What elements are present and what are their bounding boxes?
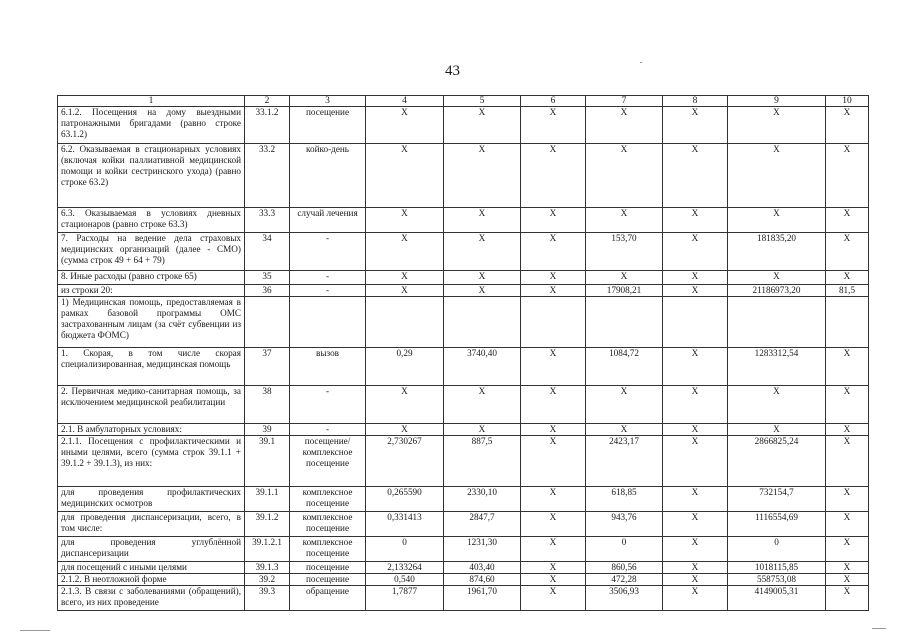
table-cell: 39.1.2 <box>245 512 290 537</box>
table-row <box>58 348 869 386</box>
table-cell: 81,5 <box>826 285 869 297</box>
row-label-cell: для проведения углублённой диспансеризации <box>58 537 245 562</box>
table-cell: X <box>521 144 586 208</box>
table-cell: X <box>366 208 444 233</box>
row-label-cell: для проведения диспансеризации, всего, в том числе: <box>58 512 245 537</box>
page-number: 43 <box>445 63 460 79</box>
row-label-cell: 2.1.3. В связи с заболеваниями (обращений), всего, из них проведение <box>58 586 245 611</box>
table-cell: X <box>521 512 586 537</box>
row-label-cell: для проведения профилактических медицинских осмотров <box>58 487 245 512</box>
table-cell: 472,28 <box>586 574 663 586</box>
table-cell: X <box>521 233 586 271</box>
table-cell: 1,7877 <box>366 586 444 611</box>
row-label-cell: 6.2. Оказываемая в стационарных условиях (включая койки паллиативной медицинской помощи и койки сестринского ухода) (равно строке 63.2) <box>58 144 245 208</box>
table-cell: 0 <box>586 537 663 562</box>
column-header: 1 <box>58 96 245 107</box>
table-cell: 39.1.1 <box>245 487 290 512</box>
table-cell: X <box>366 271 444 285</box>
table-cell <box>663 297 728 348</box>
table-cell: 34 <box>245 233 290 271</box>
table-cell: X <box>826 208 869 233</box>
table-cell: - <box>290 424 366 436</box>
table-cell: 37 <box>245 348 290 386</box>
column-header: 8 <box>663 96 728 107</box>
table-cell: X <box>444 386 521 424</box>
table-cell: 0,29 <box>366 348 444 386</box>
row-label-cell: 6.3. Оказываемая в условиях дневных стационаров (равно строке 63.3) <box>58 208 245 233</box>
table-cell: X <box>586 208 663 233</box>
table-cell: комплексное посещение <box>290 512 366 537</box>
table-cell: X <box>521 386 586 424</box>
table-cell: посещение <box>290 562 366 574</box>
row-label-cell: 1. Скорая, в том числе скорая специализированная, медицинская помощь <box>58 348 245 386</box>
column-header: 9 <box>728 96 826 107</box>
column-header: 3 <box>290 96 366 107</box>
column-header: 5 <box>444 96 521 107</box>
table-cell: X <box>663 562 728 574</box>
table-row <box>58 208 869 233</box>
table-cell: вызов <box>290 348 366 386</box>
table-cell: 1084,72 <box>586 348 663 386</box>
table-cell: X <box>521 271 586 285</box>
table-cell: X <box>586 144 663 208</box>
scan-speck <box>872 628 886 629</box>
table-row <box>58 586 869 611</box>
table-cell: 0,265590 <box>366 487 444 512</box>
table-cell: 2,133264 <box>366 562 444 574</box>
row-label-cell: из строки 20: <box>58 285 245 297</box>
table-cell: 33.3 <box>245 208 290 233</box>
table-cell: X <box>728 424 826 436</box>
table-cell: X <box>521 208 586 233</box>
table-cell: X <box>663 586 728 611</box>
table-cell: X <box>826 436 869 487</box>
table-cell <box>290 297 366 348</box>
table-row <box>58 386 869 424</box>
table-cell: X <box>521 562 586 574</box>
table-cell: 2866825,24 <box>728 436 826 487</box>
table-cell: 887,5 <box>444 436 521 487</box>
table-row <box>58 233 869 271</box>
table-cell <box>728 297 826 348</box>
scan-speck <box>640 62 642 63</box>
table-cell: X <box>663 285 728 297</box>
table-cell: X <box>663 487 728 512</box>
table-cell: 3740,40 <box>444 348 521 386</box>
row-label-cell: 7. Расходы на ведение дела страховых медицинских организаций (далее - СМО) (сумма строк 49 + 64 + 79) <box>58 233 245 271</box>
table-cell: 153,70 <box>586 233 663 271</box>
table-cell: X <box>521 436 586 487</box>
table-row <box>58 271 869 285</box>
table-cell: комплексное посещение <box>290 487 366 512</box>
row-label-cell: 2.1.2. В неотложной форме <box>58 574 245 586</box>
table-cell: X <box>521 107 586 144</box>
table-cell: X <box>663 144 728 208</box>
table-row <box>58 562 869 574</box>
table-cell: X <box>728 386 826 424</box>
table-cell: X <box>826 424 869 436</box>
table-cell: X <box>521 574 586 586</box>
table-cell: X <box>586 107 663 144</box>
table-cell: X <box>444 271 521 285</box>
table-row <box>58 144 869 208</box>
table-cell: X <box>366 285 444 297</box>
header-row <box>58 96 869 107</box>
row-label-cell: для посещений с иными целями <box>58 562 245 574</box>
column-header: 7 <box>586 96 663 107</box>
table-cell: 17908,21 <box>586 285 663 297</box>
table-cell: X <box>366 386 444 424</box>
table-cell: X <box>663 107 728 144</box>
table-cell: X <box>586 386 663 424</box>
data-table <box>57 95 869 611</box>
table-cell: 618,85 <box>586 487 663 512</box>
table-cell: 3506,93 <box>586 586 663 611</box>
table-cell: X <box>663 512 728 537</box>
table-cell: 1961,70 <box>444 586 521 611</box>
table-cell: посещение/ комплексное посещение <box>290 436 366 487</box>
row-label-cell: 2. Первичная медико-санитарная помощь, за исключением медицинской реабилитации <box>58 386 245 424</box>
table-cell: койко-день <box>290 144 366 208</box>
column-header: 10 <box>826 96 869 107</box>
table-cell: X <box>521 424 586 436</box>
table-cell: - <box>290 233 366 271</box>
table-cell: X <box>663 271 728 285</box>
table-cell: X <box>586 424 663 436</box>
table-cell: 39 <box>245 424 290 436</box>
table-cell: X <box>521 285 586 297</box>
table-cell: 0,331413 <box>366 512 444 537</box>
table-cell: X <box>663 574 728 586</box>
table-cell: 0 <box>728 537 826 562</box>
table-cell: посещение <box>290 574 366 586</box>
table-cell: 874,60 <box>444 574 521 586</box>
table-cell: 1283312,54 <box>728 348 826 386</box>
table-cell: 2847,7 <box>444 512 521 537</box>
table-cell: 35 <box>245 271 290 285</box>
table-cell: 33.2 <box>245 144 290 208</box>
table-cell: обращение <box>290 586 366 611</box>
table-cell: 2330,10 <box>444 487 521 512</box>
table-cell: 2,730267 <box>366 436 444 487</box>
column-header: 4 <box>366 96 444 107</box>
table-cell: 0 <box>366 537 444 562</box>
table-cell: X <box>663 208 728 233</box>
table-cell: X <box>826 386 869 424</box>
table-cell: X <box>663 436 728 487</box>
table-cell: X <box>728 271 826 285</box>
column-header: 2 <box>245 96 290 107</box>
table-row <box>58 107 869 144</box>
table-cell: X <box>826 586 869 611</box>
table-cell: 732154,7 <box>728 487 826 512</box>
table-cell: X <box>663 233 728 271</box>
table-cell: X <box>444 144 521 208</box>
table-cell: X <box>826 537 869 562</box>
table-cell: X <box>444 107 521 144</box>
table-cell: случай лечения <box>290 208 366 233</box>
table-cell: X <box>826 512 869 537</box>
table-cell: 0,540 <box>366 574 444 586</box>
table-row <box>58 297 869 348</box>
table-cell: 39.1 <box>245 436 290 487</box>
table-cell: 39.2 <box>245 574 290 586</box>
table-cell: X <box>728 107 826 144</box>
table-cell <box>586 297 663 348</box>
table-cell <box>826 297 869 348</box>
column-header: 6 <box>521 96 586 107</box>
table-cell: X <box>826 562 869 574</box>
table-cell: 39.3 <box>245 586 290 611</box>
table-row <box>58 512 869 537</box>
table-cell: X <box>444 233 521 271</box>
scan-speck <box>20 630 50 631</box>
table-row <box>58 487 869 512</box>
table-cell: 33.1.2 <box>245 107 290 144</box>
table-cell: X <box>663 537 728 562</box>
table-cell <box>366 297 444 348</box>
table-cell: X <box>366 144 444 208</box>
table-cell <box>444 297 521 348</box>
table-row <box>58 436 869 487</box>
table-cell: 181835,20 <box>728 233 826 271</box>
table-cell: X <box>826 487 869 512</box>
table-cell: X <box>444 285 521 297</box>
table-row <box>58 424 869 436</box>
table-cell: X <box>366 107 444 144</box>
table-cell <box>521 297 586 348</box>
table-cell: X <box>826 144 869 208</box>
table-cell: посещение <box>290 107 366 144</box>
row-label-cell: 8. Иные расходы (равно строке 65) <box>58 271 245 285</box>
table-cell: X <box>366 424 444 436</box>
table-cell: 943,76 <box>586 512 663 537</box>
table-cell: X <box>826 107 869 144</box>
table-cell: X <box>826 271 869 285</box>
row-label-cell: 6.1.2. Посещения на дому выездными патронажными бригадами (равно строке 63.1.2) <box>58 107 245 144</box>
table-cell: X <box>586 271 663 285</box>
row-label-cell: 2.1. В амбулаторных условиях: <box>58 424 245 436</box>
table-cell: X <box>521 537 586 562</box>
table-cell: - <box>290 386 366 424</box>
table-cell: X <box>663 424 728 436</box>
table-cell: X <box>663 348 728 386</box>
table-cell: X <box>728 208 826 233</box>
table-cell: X <box>826 348 869 386</box>
table-cell: X <box>521 586 586 611</box>
table-cell: 1116554,69 <box>728 512 826 537</box>
table-cell: - <box>290 285 366 297</box>
table-cell: 860,56 <box>586 562 663 574</box>
table-cell: 39.1.2.1 <box>245 537 290 562</box>
table-cell: 558753,08 <box>728 574 826 586</box>
table-cell: 1231,30 <box>444 537 521 562</box>
row-label-cell: 2.1.1. Посещения с профилактическими и иными целями, всего (сумма строк 39.1.1 + 39.1.2 + 39.1.3), из них: <box>58 436 245 487</box>
table-cell: X <box>826 574 869 586</box>
table-cell: - <box>290 271 366 285</box>
table-cell: 403,40 <box>444 562 521 574</box>
row-label-cell: 1) Медицинская помощь, предоставляемая в рамках базовой программы ОМС застрахованным лицам (за счёт субвенции из бюджета ФОМС) <box>58 297 245 348</box>
table-cell: X <box>444 208 521 233</box>
table-cell: X <box>663 386 728 424</box>
table-cell: X <box>366 233 444 271</box>
table-cell: 4149005,31 <box>728 586 826 611</box>
table-cell: 38 <box>245 386 290 424</box>
table-cell <box>245 297 290 348</box>
table-cell: X <box>728 144 826 208</box>
table-cell: комплексное посещение <box>290 537 366 562</box>
table-cell: 21186973,20 <box>728 285 826 297</box>
table-row <box>58 285 869 297</box>
table-cell: X <box>521 487 586 512</box>
table-cell: 2423,17 <box>586 436 663 487</box>
table-row <box>58 574 869 586</box>
table-row <box>58 537 869 562</box>
table-cell: 36 <box>245 285 290 297</box>
table-cell: X <box>826 233 869 271</box>
table-cell: X <box>521 348 586 386</box>
table-cell: 1018115,85 <box>728 562 826 574</box>
table-cell: X <box>444 424 521 436</box>
table-cell: 39.1.3 <box>245 562 290 574</box>
